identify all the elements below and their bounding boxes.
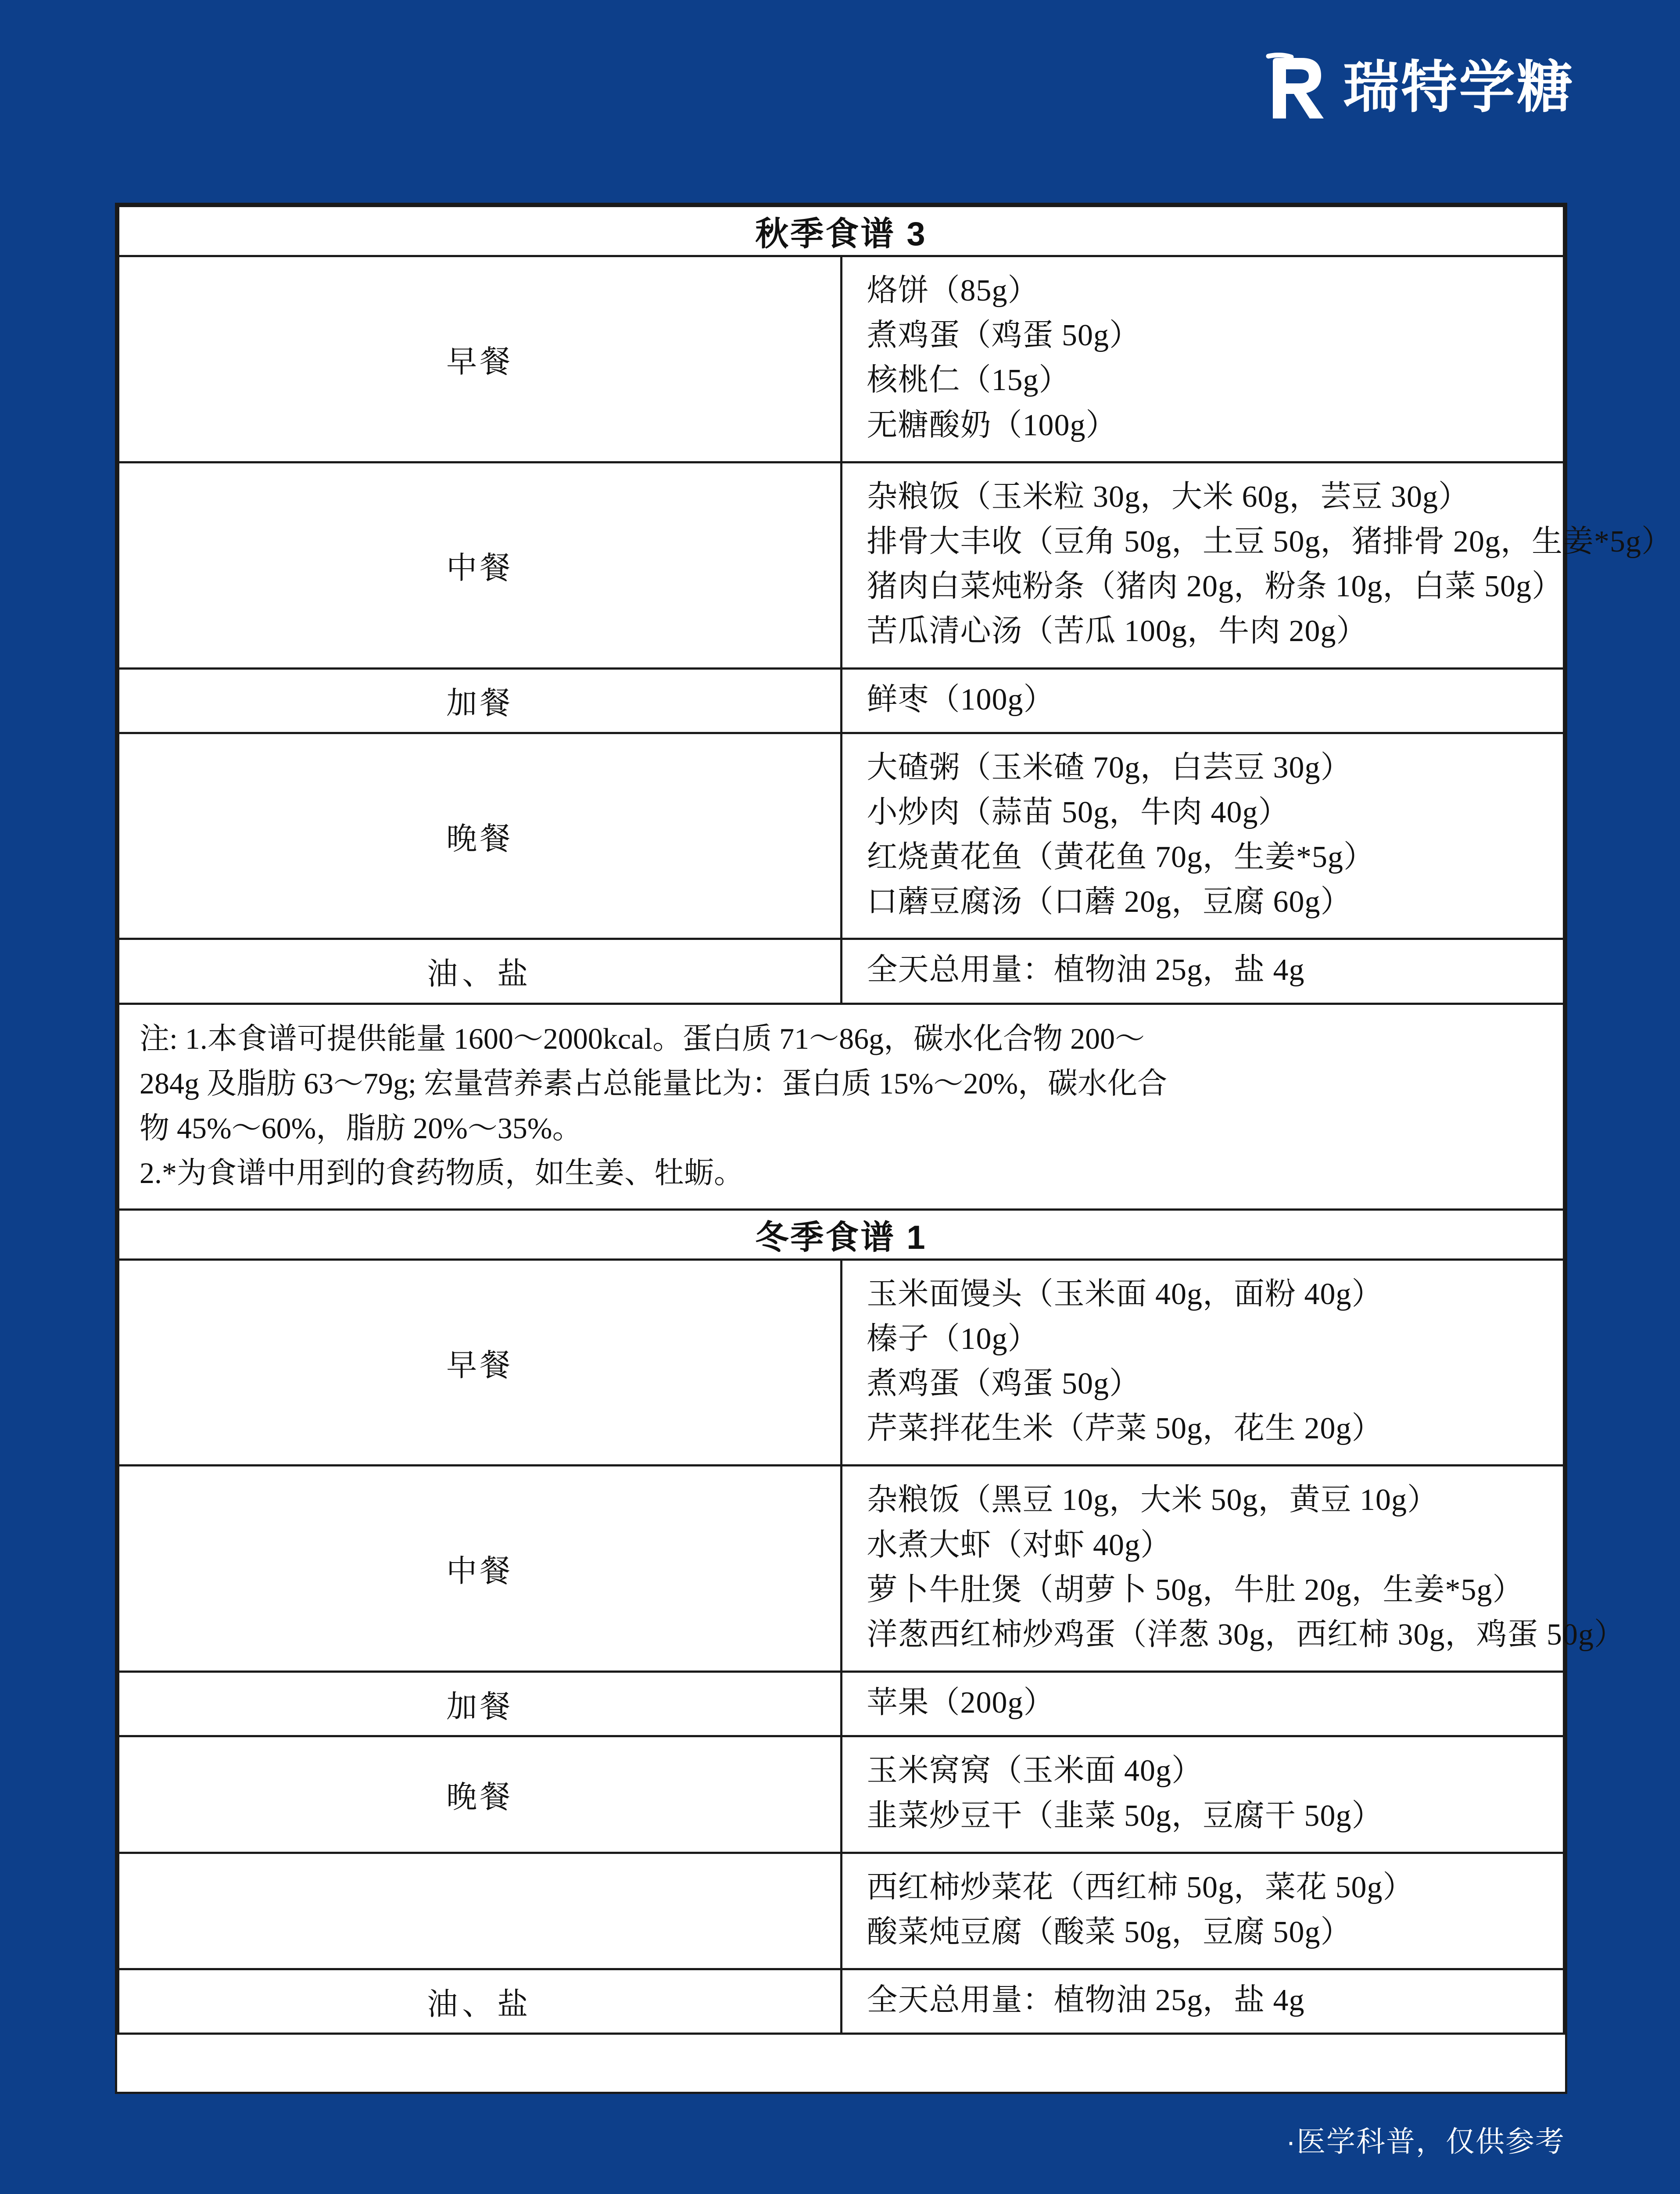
meal-item-line: 猪肉白菜炖粉条（猪肉 20g，粉条 10g，白菜 50g） (867, 570, 1563, 604)
meal-item-line: 全天总用量：植物油 25g，盐 4g (867, 953, 1305, 987)
table-row (118, 256, 1564, 462)
meal-item-line: 苹果（200g） (867, 1686, 1055, 1720)
table-row (118, 462, 1564, 668)
meal-label: 油、盐 (118, 939, 842, 1004)
note-line: 物 45%～60%，脂肪 20%～35%。 (140, 1111, 582, 1145)
table-row (118, 1672, 1564, 1736)
table-row (118, 733, 1564, 939)
note-line: 2.*为食谱中用到的食药物质，如生姜、牡蛎。 (140, 1156, 744, 1190)
r-monogram-logo-icon (1266, 53, 1332, 123)
meal-item-line: 水煮大虾（对虾 40g） (867, 1528, 1171, 1562)
meal-item-line: 排骨大丰收（豆角 50g，土豆 50g，猪排骨 20g，生姜*5g） (867, 524, 1673, 559)
meal-label: 中餐 (118, 1466, 842, 1672)
meal-items (841, 462, 1673, 668)
recipe-table (117, 205, 1673, 2035)
meal-item-line: 玉米面馒头（玉米面 40g，面粉 40g） (867, 1277, 1383, 1311)
meal-item-line: 玉米窝窝（玉米面 40g） (867, 1754, 1203, 1788)
meal-item-line: 核桃仁（15g） (867, 363, 1070, 398)
table-row (118, 1466, 1564, 1672)
meal-label: 早餐 (118, 1259, 842, 1466)
meal-item-line: 榛子（10g） (867, 1322, 1039, 1356)
meal-items (841, 1466, 1625, 1672)
meal-item-line: 酸菜炖豆腐（酸菜 50g，豆腐 50g） (867, 1915, 1352, 1949)
meal-item-line: 韭菜炒豆干（韭菜 50g，豆腐干 50g） (867, 1799, 1383, 1833)
note-line: 注: 1.本食谱可提供能量 1600～2000kcal。蛋白质 71～86g，碳水化合物 200～ (140, 1022, 1145, 1055)
meal-items (841, 1969, 1564, 2034)
meal-item-line: 无糖酸奶（100g） (867, 408, 1117, 442)
meal-items (841, 733, 1564, 939)
page-header (0, 0, 1680, 189)
meal-label: 油、盐 (118, 1969, 842, 2034)
meal-label: 早餐 (118, 256, 842, 462)
meal-items (841, 668, 1564, 733)
footer-disclaimer: ·医学科普，仅供参考 (1286, 2125, 1565, 2158)
table-row (118, 668, 1564, 733)
recipe-note (118, 1004, 1564, 1209)
meal-items (841, 1259, 1564, 1466)
section-title: 冬季食谱 1 (118, 1209, 1564, 1259)
meal-item-line: 苦瓜清心汤（苦瓜 100g，牛肉 20g） (867, 614, 1368, 649)
meal-item-line: 煮鸡蛋（鸡蛋 50g） (867, 319, 1140, 353)
brand-name: 瑞特学糖 (1343, 56, 1575, 119)
meal-item-line: 红烧黄花鱼（黄花鱼 70g，生姜*5g） (867, 840, 1375, 875)
meal-label: 晚餐 (118, 1736, 842, 1853)
meal-item-line: 洋葱西红柿炒鸡蛋（洋葱 30g，西红柿 30g，鸡蛋 50g） (867, 1617, 1625, 1652)
meal-items (841, 1672, 1564, 1736)
note-line: 284g 及脂肪 63～79g; 宏量营养素占总能量比为：蛋白质 15%～20%，碳水化合 (140, 1066, 1168, 1100)
meal-item-line: 芹菜拌花生米（芹菜 50g，花生 20g） (867, 1412, 1383, 1446)
meal-label: 晚餐 (118, 733, 842, 939)
meal-item-line: 萝卜牛肚煲（胡萝卜 50g，牛肚 20g，生姜*5g） (867, 1573, 1524, 1607)
section-title-row (118, 1209, 1564, 1259)
section-title-row (118, 206, 1564, 256)
meal-item-line: 鲜枣（100g） (867, 682, 1055, 717)
table-row (118, 1736, 1564, 1853)
table-row (118, 1969, 1564, 2034)
meal-label (118, 1853, 842, 1969)
meal-label: 加餐 (118, 1672, 842, 1736)
meal-items (841, 256, 1564, 462)
meal-item-line: 煮鸡蛋（鸡蛋 50g） (867, 1367, 1140, 1401)
table-row (118, 1853, 1564, 1969)
table-row (118, 939, 1564, 1004)
meal-item-line: 小炒肉（蒜苗 50g，牛肉 40g） (867, 795, 1290, 829)
meal-label: 中餐 (118, 462, 842, 668)
meal-item-line: 全天总用量：植物油 25g，盐 4g (867, 1983, 1305, 2018)
meal-item-line: 烙饼（85g） (867, 274, 1039, 308)
meal-item-line: 西红柿炒菜花（西红柿 50g，菜花 50g） (867, 1870, 1414, 1904)
brand-logo (1266, 53, 1575, 123)
meal-item-line: 杂粮饭（黑豆 10g，大米 50g，黄豆 10g） (867, 1483, 1438, 1517)
recipe-document-sheet (115, 203, 1673, 2094)
meal-items (841, 1853, 1564, 1969)
meal-item-line: 杂粮饭（玉米粒 30g，大米 60g，芸豆 30g） (867, 480, 1469, 514)
meal-items (841, 939, 1564, 1004)
table-row (118, 1259, 1564, 1466)
note-row (118, 1004, 1564, 1209)
section-title: 秋季食谱 3 (118, 206, 1564, 256)
meal-items (841, 1736, 1564, 1853)
meal-item-line: 口蘑豆腐汤（口蘑 20g，豆腐 60g） (867, 885, 1352, 919)
meal-label: 加餐 (118, 668, 842, 733)
meal-item-line: 大碴粥（玉米碴 70g，白芸豆 30g） (867, 750, 1352, 785)
